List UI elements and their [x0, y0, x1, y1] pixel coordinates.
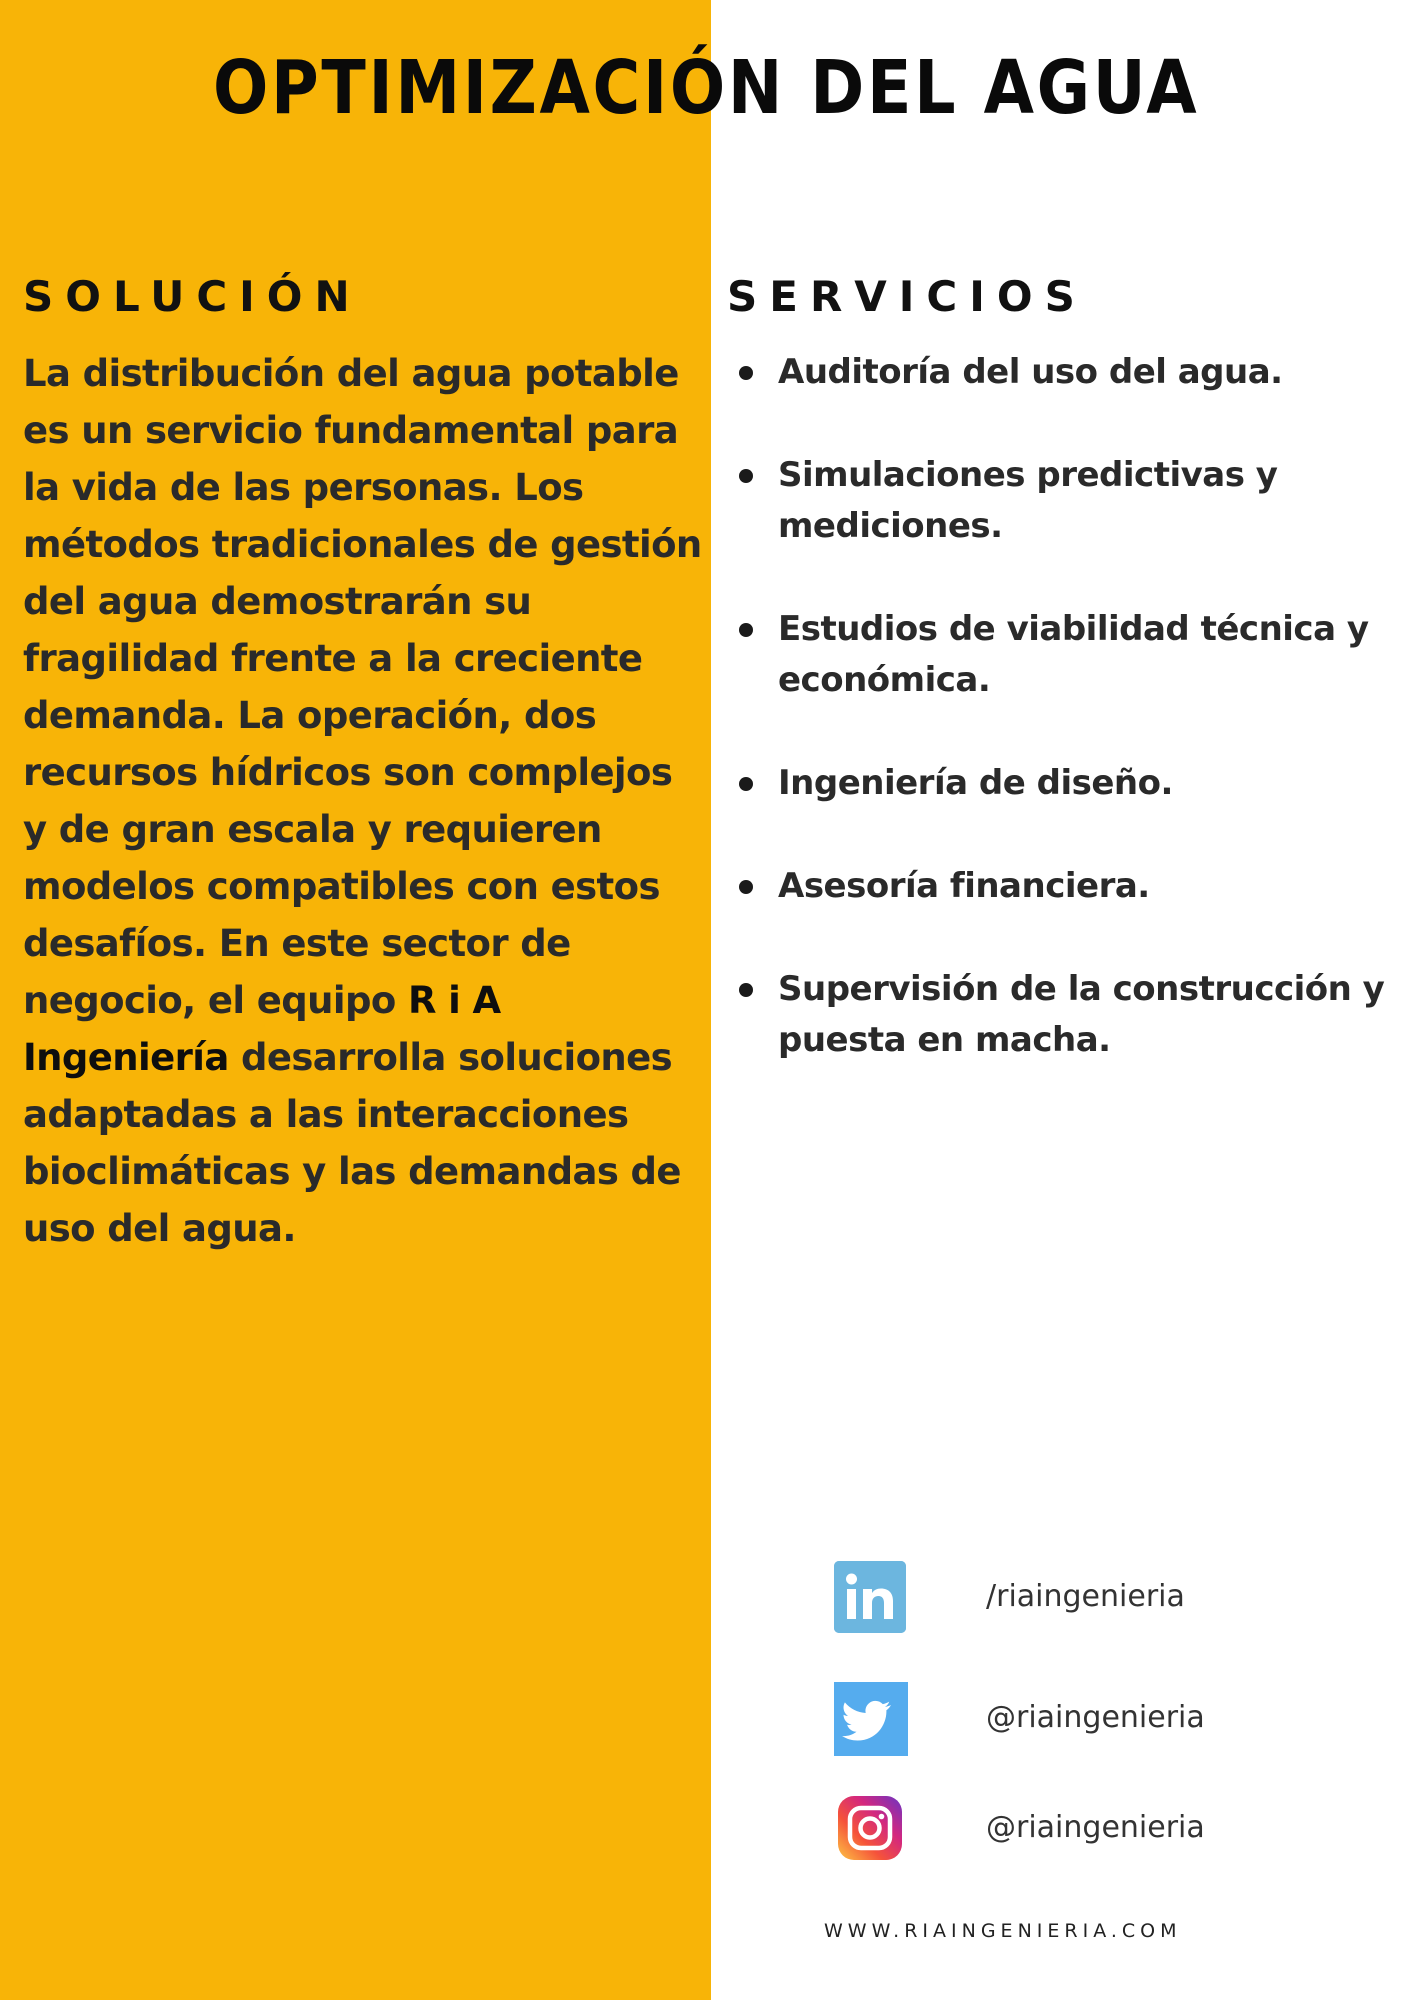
- bullet-icon: [739, 777, 753, 791]
- twitter-handle[interactable]: @riaingenieria: [986, 1700, 1205, 1735]
- services-heading: SERVICIOS: [727, 272, 1087, 321]
- services-list: [727, 347, 1397, 1118]
- instagram-icon[interactable]: [834, 1792, 906, 1864]
- page-title: OPTIMIZACIÓN DEL AGUA: [213, 45, 1200, 131]
- solution-heading: SOLUCIÓN: [23, 272, 362, 321]
- bullet-icon: [739, 880, 753, 894]
- social-instagram[interactable]: [834, 1792, 1254, 1866]
- service-label: Simulaciones predictivas y mediciones.: [778, 455, 1278, 546]
- service-label: Estudios de viabilidad técnica y económica.: [778, 609, 1369, 700]
- website-link[interactable]: WWW.RIAINGENIERIA.COM: [824, 1920, 1182, 1942]
- social-twitter[interactable]: [834, 1682, 1254, 1756]
- company-name: R i A Ingeniería: [23, 979, 501, 1079]
- bullet-icon: [739, 983, 753, 997]
- service-label: Asesoría financiera.: [778, 866, 1150, 906]
- linkedin-handle[interactable]: /riaingenieria: [986, 1579, 1185, 1614]
- list-item: [727, 861, 1397, 912]
- list-item: [727, 450, 1397, 552]
- linkedin-icon[interactable]: [834, 1561, 906, 1633]
- service-label: Ingeniería de diseño.: [778, 763, 1173, 803]
- list-item: [727, 964, 1397, 1066]
- instagram-handle[interactable]: @riaingenieria: [986, 1810, 1205, 1845]
- list-item: [727, 347, 1397, 398]
- list-item: [727, 758, 1397, 809]
- bullet-icon: [739, 623, 753, 637]
- service-label: Supervisión de la construcción y puesta en macha.: [778, 969, 1385, 1060]
- bullet-icon: [739, 366, 753, 380]
- bullet-icon: [739, 469, 753, 483]
- solution-paragraph: [23, 345, 703, 1257]
- solution-text-start: La distribución del agua potable es un servicio fundamental para la vida de las personas. Los métodos tradicionales de gestión del agua demostrarán su fragilidad frente a la creciente demanda. La operación, dos recursos hídricos son complejos y de gran escala y requieren modelos compatibles con estos desafíos. En este sector de negocio, el equipo: [23, 352, 702, 1022]
- social-linkedin[interactable]: [834, 1561, 1254, 1635]
- twitter-icon[interactable]: [834, 1682, 906, 1754]
- service-label: Auditoría del uso del agua.: [778, 352, 1283, 392]
- solution-text-end: desarrolla soluciones adaptadas a las interacciones bioclimáticas y las demandas de uso del agua.: [23, 1036, 681, 1250]
- list-item: [727, 604, 1397, 706]
